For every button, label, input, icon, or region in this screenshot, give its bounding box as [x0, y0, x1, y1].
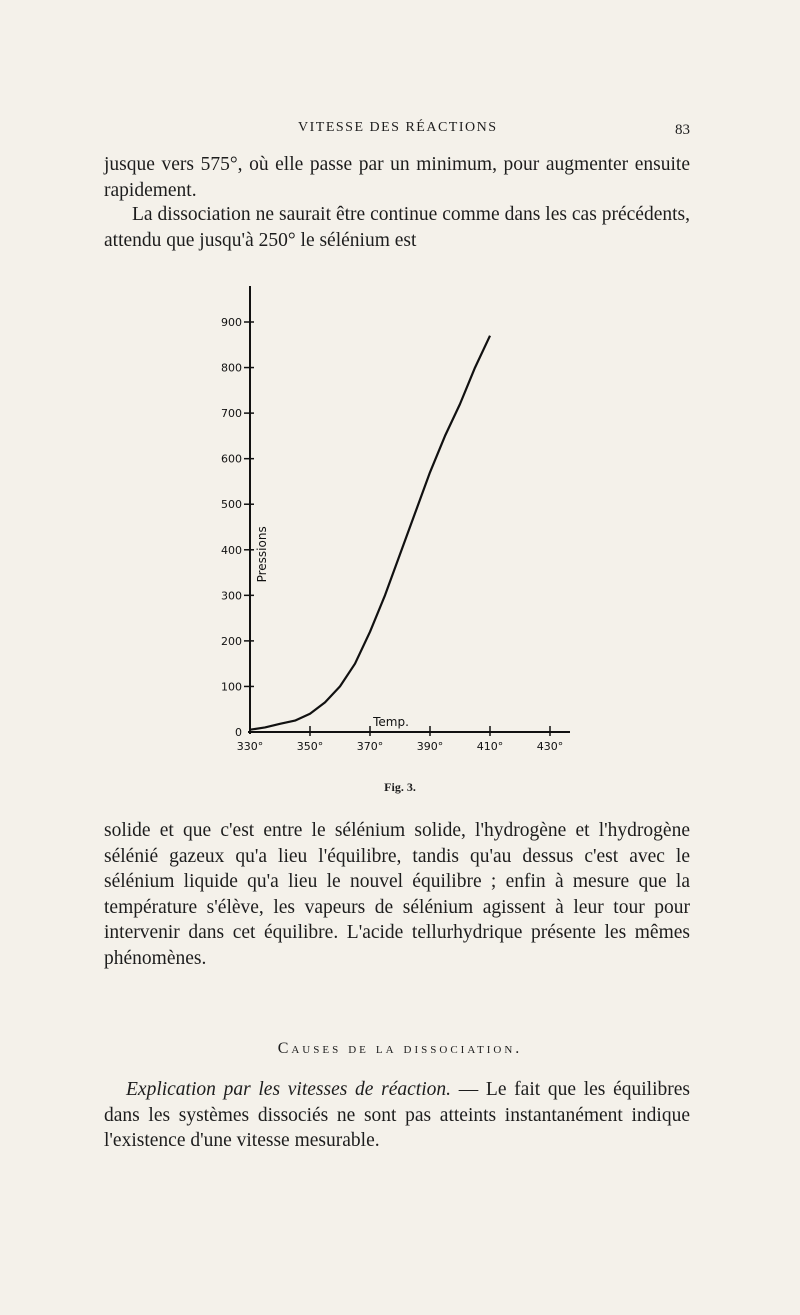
x-tick-label: 350°	[296, 740, 324, 753]
y-tick-label: 700	[221, 407, 242, 421]
y-tick-label: 200	[221, 634, 242, 648]
y-tick-label: 800	[221, 361, 242, 375]
y-tick-label: 400	[221, 543, 242, 557]
running-title: VITESSE DES RÉACTIONS	[298, 120, 498, 135]
paragraph-4	[104, 1077, 690, 1154]
page-number: 83	[675, 122, 690, 138]
series-layer	[250, 336, 490, 730]
x-axis-label: Temp.	[373, 715, 409, 729]
x-tick-label: 430°	[536, 740, 564, 753]
series-line	[250, 336, 490, 730]
x-tick-label: 390°	[416, 740, 444, 753]
paragraph-4-italic: Explication par les vitesses de réaction.	[126, 1079, 451, 1100]
y-tick-label: 900	[221, 316, 242, 329]
y-tick-label: 500	[221, 498, 242, 512]
figure-caption: Fig. 3.	[384, 780, 416, 794]
y-tick-label: 300	[221, 589, 242, 603]
paragraph-2: La dissociation ne saurait être continue comme dans les cas précédents, attendu que jusqu'à 250° le sélénium est	[104, 204, 690, 251]
pressure-temperature-figure	[200, 282, 580, 772]
x-tick-label: 410°	[476, 740, 504, 753]
y-tick-label: 100	[221, 680, 242, 694]
section-heading: Causes de la dissociation.	[277, 1040, 523, 1057]
y-axis-label: Pressions	[255, 526, 269, 583]
paragraph-4-text: — Le fait que les équilibres dans les systèmes dissociés ne sont pas atteints instantanément indique l'existence d'une vitesse mesurable.	[104, 1079, 690, 1151]
pressure-chart	[200, 282, 580, 772]
x-ticks	[237, 726, 564, 753]
paragraph-3: solide et que c'est entre le sélénium solide, l'hydrogène et l'hydrogène sélénié gazeux qu'a lieu l'équilibre, tandis qu'au dessus c'est avec le sélénium liquide qu'a lieu le nouvel équilibre ; enfin à mesure que la température s'élève, les vapeurs de sélénium agissent à leur tour pour intervenir dans cet équilibre. L'acide tellurhydrique présente les mêmes phénomènes.	[104, 820, 690, 969]
x-tick-label: 370°	[356, 740, 384, 753]
y-tick-label: 0	[235, 726, 242, 739]
paragraph-1: jusque vers 575°, où elle passe par un minimum, pour augmenter ensuite rapidement.	[104, 154, 690, 201]
y-tick-label: 600	[221, 452, 242, 466]
chart-axes	[248, 286, 570, 734]
x-tick-label: 330°	[236, 740, 264, 753]
